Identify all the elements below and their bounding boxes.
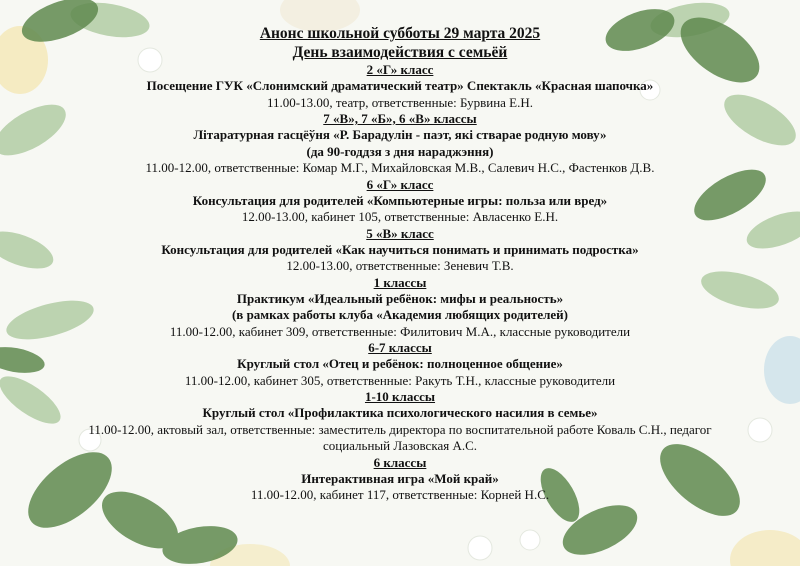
event-block bbox=[0, 62, 800, 111]
event-title: Літаратурная гасцёўня «Р. Барадулін - паэт, які стварае родную мову» bbox=[193, 127, 607, 142]
event-block bbox=[0, 226, 800, 275]
event-details: 11.00-13.00, театр, ответственные: Бурвина Е.Н. bbox=[266, 94, 534, 110]
egg-decoration bbox=[730, 530, 800, 566]
event-details: 11.00-12.00, ответственные: Комар М.Г., Михайловская М.В., Салевич Н.С., Фастенков Д.В. bbox=[145, 160, 655, 175]
event-block bbox=[0, 111, 800, 177]
event-block bbox=[0, 275, 800, 341]
event-class: 5 «В» класс bbox=[366, 225, 434, 241]
event-title: Интерактивная игра «Мой край» bbox=[301, 470, 499, 486]
event-details: 11.00-12.00, кабинет 305, ответственные: Ракуть Т.Н., классные руководители bbox=[184, 372, 616, 388]
event-details: 12.00-13.00, ответственные: Зеневич Т.В. bbox=[286, 258, 514, 273]
event-class: 6 классы bbox=[373, 454, 427, 470]
event-details: социальный Лазовская А.С. bbox=[322, 438, 478, 453]
event-block bbox=[0, 455, 800, 504]
event-details: 11.00-12.00, кабинет 309, ответственные: Филитович М.А., классные руководители bbox=[169, 323, 631, 339]
announcement bbox=[0, 24, 800, 504]
event-details: 11.00-12.00, актовый зал, ответственные: заместитель директора по воспитательной работе Коваль С.Н., педагог bbox=[88, 421, 712, 437]
event-title: Консультация для родителей «Как научиться понимать и принимать подростка» bbox=[161, 241, 639, 257]
event-title: (в рамках работы клуба «Академия любящих родителей) bbox=[231, 307, 569, 322]
blossom-decoration bbox=[468, 536, 492, 560]
event-title: Консультация для родителей «Компьютерные игры: польза или вред» bbox=[192, 192, 608, 208]
event-class: 6 «Г» класс bbox=[366, 176, 434, 192]
event-class: 1 классы bbox=[373, 274, 427, 290]
event-title: (да 90-годдзя з дня нараджэння) bbox=[306, 143, 494, 159]
event-title: Практикум «Идеальный ребёнок: мифы и реальность» bbox=[236, 290, 564, 306]
event-block bbox=[0, 340, 800, 389]
event-title: Посещение ГУК «Слонимский драматический театр» Спектакль «Красная шапочка» bbox=[146, 78, 654, 93]
page-subtitle: День взаимодействия с семьёй bbox=[292, 44, 508, 61]
page-title: Анонс школьной субботы 29 марта 2025 bbox=[259, 25, 541, 42]
event-details: 12.00-13.00, кабинет 105, ответственные: Авласенко Е.Н. bbox=[241, 209, 559, 224]
event-class: 2 «Г» класс bbox=[366, 62, 434, 77]
blossom-decoration bbox=[520, 530, 540, 550]
event-title: Круглый стол «Отец и ребёнок: полноценное общение» bbox=[237, 356, 563, 371]
event-title: Круглый стол «Профилактика психологического насилия в семье» bbox=[202, 405, 598, 420]
event-class: 1-10 классы bbox=[364, 389, 436, 404]
event-details: 11.00-12.00, кабинет 117, ответственные: Корней Н.С. bbox=[250, 487, 550, 502]
event-block bbox=[0, 389, 800, 455]
event-class: 6-7 классы bbox=[368, 340, 432, 355]
event-class: 7 «В», 7 «Б», 6 «В» классы bbox=[323, 111, 477, 126]
event-block bbox=[0, 177, 800, 226]
